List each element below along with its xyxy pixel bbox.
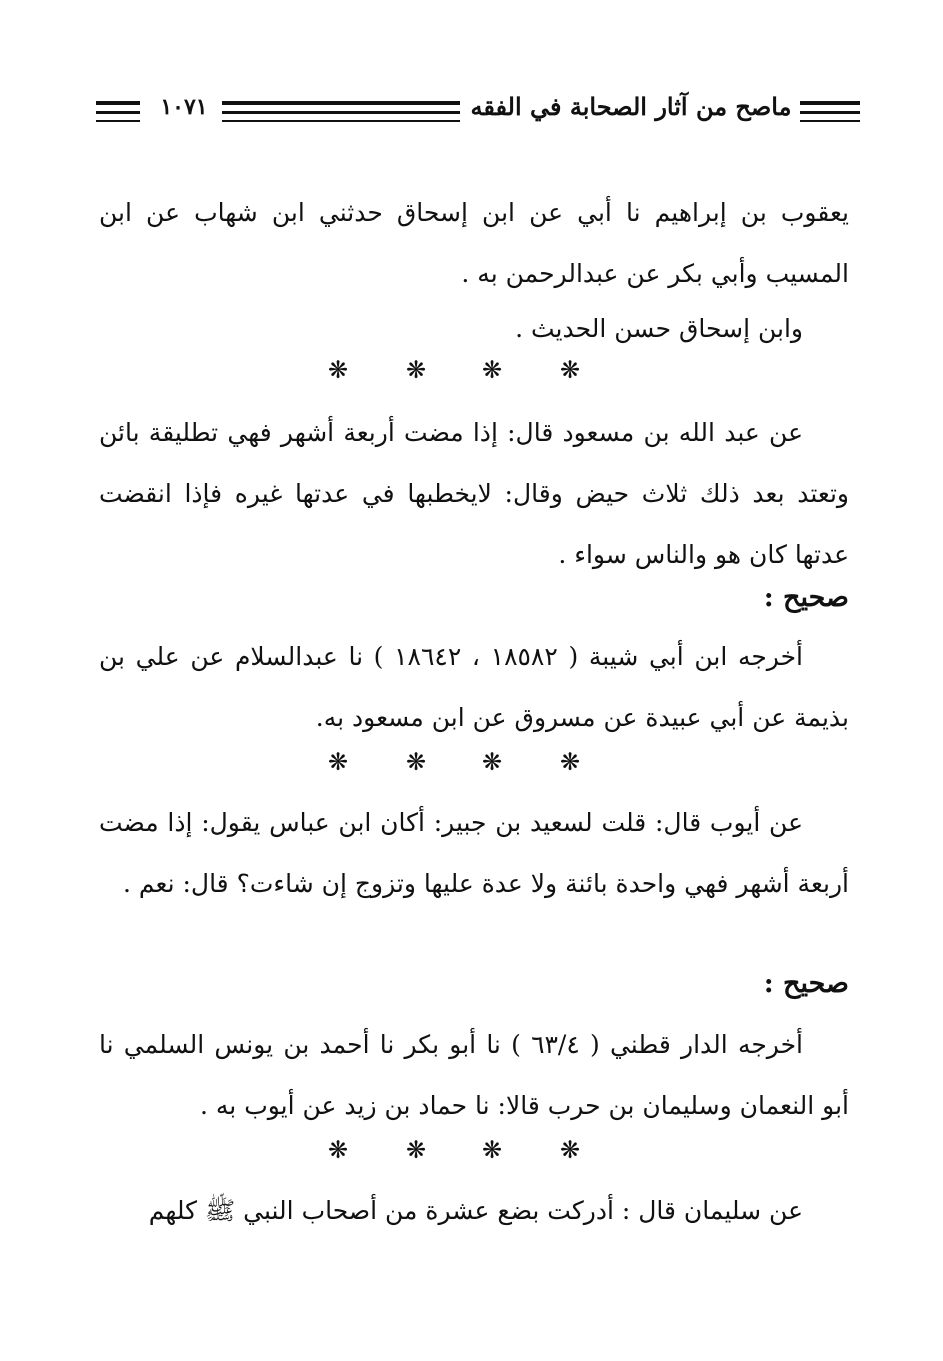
header-rule: [96, 120, 140, 122]
paragraph-text: أخرجه الدار قطني ( ٦٣/٤ ) نا أبو بكر نا أحمد بن يونس السلمي نا أبو النعمان وسليمان بن حرب قالا: نا حماد بن زيد عن أيوب به .: [99, 1030, 849, 1120]
paragraph-text: عن سليمان قال : أدركت بضع عشرة من أصحاب النبي ﷺ كلهم: [148, 1196, 803, 1225]
asterism-icon: ❋: [482, 1136, 503, 1164]
paragraph-text: عن عبد الله بن مسعود قال: إذا مضت أربعة أشهر فهي تطليقة بائن وتعتد بعد ذلك ثلاث حيض وقال: لايخطبها في عدتها غيره فإذا انقضت عدتها كان هو والناس سواء .: [99, 418, 849, 569]
asterism-icon: ❋: [406, 1136, 427, 1164]
asterism-icon: ❋: [560, 356, 581, 384]
paragraph: [99, 298, 849, 359]
paragraph: [99, 1014, 849, 1136]
header-rule: [800, 111, 860, 114]
separator: [0, 356, 943, 386]
header-rule: [222, 120, 460, 122]
paragraph-text: وابن إسحاق حسن الحديث .: [515, 314, 803, 343]
header-rule: [222, 101, 460, 105]
paragraph: [99, 626, 849, 748]
paragraph: [99, 792, 849, 914]
asterism-icon: ❋: [482, 356, 503, 384]
section-heading: صحيح :: [763, 582, 849, 613]
header-title: ماصح من آثار الصحابة في الفقه: [470, 92, 792, 121]
header-rule: [222, 111, 460, 114]
paragraph: [99, 182, 849, 304]
paragraph: [99, 1180, 849, 1241]
asterism-icon: ❋: [328, 748, 349, 776]
asterism-icon: ❋: [328, 356, 349, 384]
asterism-icon: ❋: [406, 748, 427, 776]
header-rule: [96, 101, 140, 105]
paragraph-text: يعقوب بن إبراهيم نا أبي عن ابن إسحاق حدثني ابن شهاب عن ابن المسيب وأبي بكر عن عبدالرحمن به .: [99, 198, 849, 288]
running-header: [96, 92, 860, 132]
asterism-icon: ❋: [560, 748, 581, 776]
paragraph-text: عن أيوب قال: قلت لسعيد بن جبير: أكان ابن عباس يقول: إذا مضت أربعة أشهر فهي واحدة بائنة ولا عدة عليها وتزوج إن شاءت؟ قال: نعم .: [99, 808, 849, 898]
separator: [0, 748, 943, 778]
paragraph: [99, 402, 849, 585]
header-rule: [800, 101, 860, 105]
section-heading: صحيح :: [763, 968, 849, 999]
header-rule: [96, 111, 140, 114]
asterism-icon: ❋: [328, 1136, 349, 1164]
page-number: ١٠٧١: [160, 94, 208, 120]
asterism-icon: ❋: [406, 356, 427, 384]
asterism-icon: ❋: [560, 1136, 581, 1164]
separator: [0, 1136, 943, 1166]
header-rule: [800, 120, 860, 122]
paragraph-text: أخرجه ابن أبي شيبة ( ١٨٥٨٢ ، ١٨٦٤٢ ) نا عبدالسلام عن علي بن بذيمة عن أبي عبيدة عن مسروق عن ابن مسعود به.: [99, 642, 849, 732]
asterism-icon: ❋: [482, 748, 503, 776]
